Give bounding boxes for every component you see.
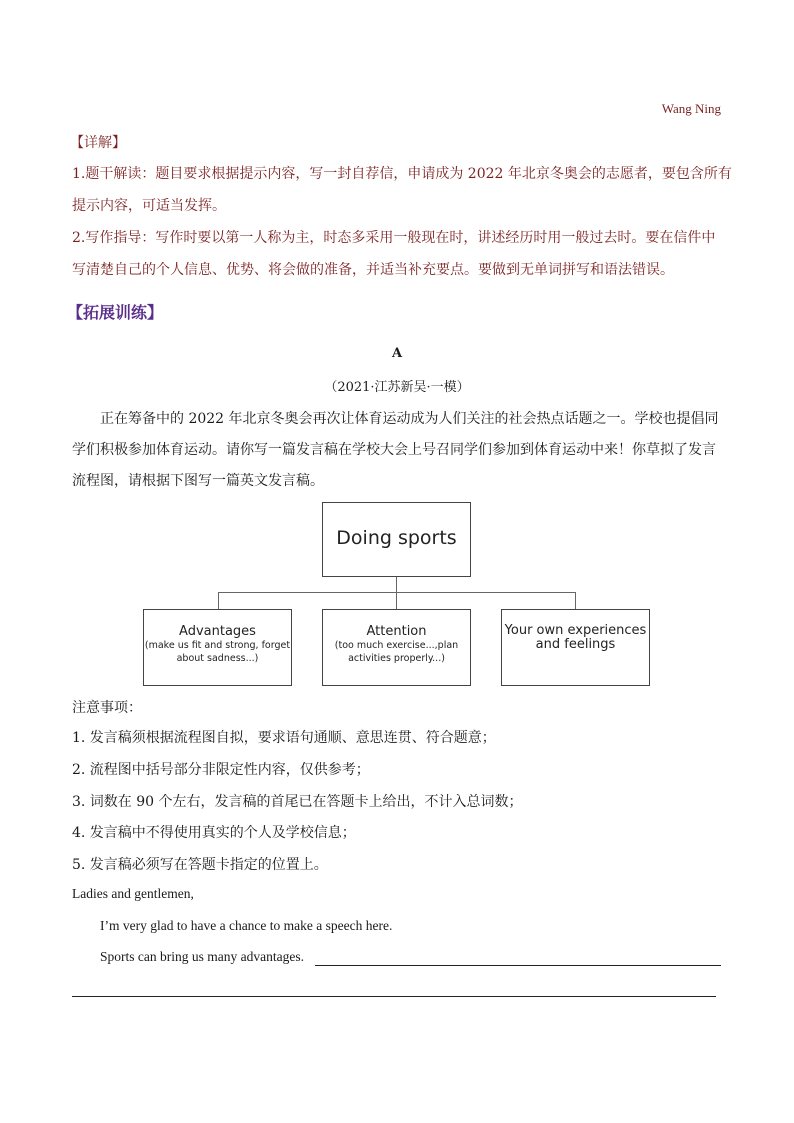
attention-sub-2: activities properly...): [348, 653, 445, 664]
detail-paragraph-2: [72, 222, 732, 286]
flowchart-root-label: Doing sports: [336, 527, 457, 549]
experiences-sub-1: and feelings: [535, 637, 616, 652]
advantages-title: Advantages: [179, 624, 256, 639]
detail-paragraph-1: [72, 158, 732, 222]
flowchart-root-node: [322, 502, 471, 577]
note-item-2: 2. 流程图中括号部分非限定性内容，仅供参考；: [72, 762, 370, 778]
speech-greeting: Ladies and gentlemen,: [72, 886, 194, 901]
detail-p2-line2: 写清楚自己的个人信息、优势、将会做的准备，并适当补充要点。要做到无单词拼写和语法错误。: [72, 262, 674, 278]
detail-p2-line1: 2.写作指导：写作时要以第一人称为主，时态多采用一般现在时，讲述经历时用一般过去时。要在信件中: [72, 230, 716, 246]
intro-line-3: 流程图，请根据下图写一篇英文发言稿。: [72, 473, 324, 489]
flowchart-node-advantages: [143, 609, 292, 686]
connector-middle: [396, 592, 397, 609]
note-item-5: 5. 发言稿必须写在答题卡指定的位置上。: [72, 857, 328, 873]
extension-heading: 【拓展训练】: [67, 303, 164, 322]
advantages-sub-1: (make us fit and strong, forget: [144, 640, 291, 651]
question-intro: [72, 404, 722, 497]
speech-line-2: Sports can bring us many advantages.: [100, 949, 304, 964]
connector-horizontal: [218, 592, 576, 593]
question-label: A: [391, 346, 403, 361]
experiences-title: Your own experiences: [504, 623, 647, 638]
flowchart-node-attention: [322, 609, 471, 686]
author-signature: Wang Ning: [661, 101, 721, 116]
question-source: （2021·江苏新吴·一模）: [324, 380, 470, 395]
answer-line-1[interactable]: [315, 965, 721, 966]
connector-left: [218, 592, 219, 609]
advantages-sub-2: about sadness...): [176, 653, 259, 664]
connector-vertical-root: [396, 577, 397, 592]
detail-p1-line2: 提示内容，可适当发挥。: [72, 198, 226, 214]
note-item-4: 4. 发言稿中不得使用真实的个人及学校信息；: [72, 825, 356, 841]
note-item-1: 1. 发言稿须根据流程图自拟，要求语句通顺、意思连贯、符合题意；: [72, 730, 496, 746]
intro-line-1: 正在筹备中的 2022 年北京冬奥会再次让体育运动成为人们关注的社会热点话题之一。学校也提倡同: [100, 411, 719, 427]
connector-right: [575, 592, 576, 609]
detail-heading: 【详解】: [70, 135, 126, 151]
attention-sub-1: (too much exercise...,plan: [334, 640, 459, 651]
notes-heading: 注意事项：: [72, 700, 142, 716]
attention-title: Attention: [366, 624, 427, 639]
detail-p1-line1: 1.题干解读：题目要求根据提示内容，写一封自荐信，申请成为 2022 年北京冬奥会的志愿者，要包含所有: [72, 166, 732, 182]
speech-line-1: I’m very glad to have a chance to make a speech here.: [100, 918, 393, 933]
note-item-3: 3. 词数在 90 个左右，发言稿的首尾已在答题卡上给出，不计入总词数；: [72, 794, 523, 810]
intro-line-2: 学们积极参加体育运动。请你写一篇发言稿在学校大会上号召同学们参加到体育运动中来！你草拟了发言: [72, 442, 716, 458]
answer-line-2[interactable]: [72, 996, 716, 997]
flowchart-node-experiences: [501, 609, 650, 686]
